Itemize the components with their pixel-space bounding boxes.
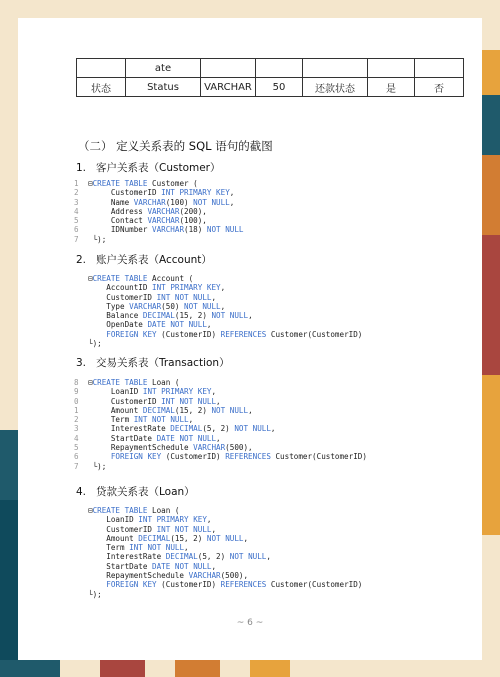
code-line — [74, 339, 362, 348]
code-text: LoanID INT PRIMARY KEY, — [88, 515, 212, 525]
table-cell: VARCHAR — [201, 78, 256, 97]
code-line — [74, 590, 362, 599]
code-line — [74, 452, 367, 461]
code-text: Amount DECIMAL(15, 2) NOT NULL, — [88, 533, 249, 543]
code-text: IDNumber VARCHAR(18) NOT NULL — [88, 225, 244, 235]
code-text: ⊟CREATE TABLE Account ( — [88, 274, 194, 283]
code-line — [74, 443, 367, 452]
code-line — [74, 179, 243, 188]
code-text: FOREIGN KEY (CustomerID) REFERENCES Customer(CustomerID) — [106, 580, 363, 590]
code-line — [74, 515, 362, 524]
table-cell — [256, 59, 303, 78]
code-line — [74, 415, 367, 424]
code-line — [74, 198, 243, 207]
code-line — [74, 543, 362, 552]
code-text: StartDate DATE NOT NULL, — [88, 561, 217, 571]
code-line — [74, 274, 362, 283]
line-number: 7 — [74, 234, 79, 244]
code-screenshot-account — [74, 274, 362, 348]
code-text: Term INT NOT NULL, — [88, 543, 189, 553]
item-heading-account — [76, 252, 212, 267]
line-number: 5 — [74, 443, 79, 453]
item-title: 账户关系表（Account） — [96, 254, 212, 266]
code-line — [74, 525, 362, 534]
code-line — [74, 283, 362, 292]
section-title: （二） 定义关系表的 SQL 语句的截图 — [78, 139, 273, 153]
code-line — [74, 424, 367, 433]
table-cell — [415, 59, 464, 78]
code-line — [74, 562, 362, 571]
code-text: CustomerID INT PRIMARY KEY, — [88, 188, 235, 198]
background-stripe-bottom — [0, 660, 500, 677]
code-text: FOREIGN KEY (CustomerID) REFERENCES Customer(CustomerID) — [106, 329, 363, 339]
code-text: ⊟CREATE TABLE Loan ( — [88, 378, 180, 387]
code-text: CustomerID INT NOT NULL, — [88, 396, 221, 406]
code-text: Name VARCHAR(100) NOT NULL, — [88, 197, 235, 207]
code-text: └); — [88, 461, 107, 471]
item-number: 4. — [76, 486, 87, 498]
code-line — [74, 397, 367, 406]
code-line — [74, 235, 243, 244]
table-cell — [368, 59, 415, 78]
line-number: 2 — [74, 415, 79, 425]
code-line — [74, 225, 243, 234]
field-definition-table — [76, 58, 464, 97]
code-text: Balance DECIMAL(15, 2) NOT NULL, — [88, 311, 253, 321]
item-heading-customer — [76, 160, 221, 175]
table-cell — [303, 59, 368, 78]
line-number: 9 — [74, 387, 79, 397]
table-cell — [77, 59, 126, 78]
line-number: 0 — [74, 396, 79, 406]
code-text: OpenDate DATE NOT NULL, — [88, 320, 212, 330]
code-line — [74, 216, 243, 225]
line-number: 6 — [74, 225, 79, 235]
code-text: RepaymentSchedule VARCHAR(500), — [88, 443, 253, 453]
code-line — [74, 207, 243, 216]
background-stripe-left-dark — [0, 500, 18, 677]
code-text: ⊟CREATE TABLE Customer ( — [88, 179, 198, 188]
table-cell: 还款状态 — [303, 78, 368, 97]
code-screenshot-transaction — [74, 378, 367, 471]
code-text: └); — [88, 589, 102, 599]
code-line — [74, 378, 367, 387]
code-text: Type VARCHAR(50) NOT NULL, — [88, 301, 226, 311]
line-number: 4 — [74, 433, 79, 443]
code-text: InterestRate DECIMAL(5, 2) NOT NULL, — [88, 552, 271, 562]
code-line — [74, 320, 362, 329]
code-text: AccountID INT PRIMARY KEY, — [88, 283, 226, 293]
line-number: 3 — [74, 197, 79, 207]
item-heading-loan — [76, 484, 195, 499]
code-screenshot-customer — [74, 179, 243, 244]
code-line — [74, 406, 367, 415]
line-number: 4 — [74, 206, 79, 216]
background-stripe-right — [482, 155, 500, 235]
code-text: CustomerID INT NOT NULL, — [88, 524, 217, 534]
code-screenshot-loan — [74, 506, 362, 599]
background-stripe-right — [482, 235, 500, 375]
line-number: 5 — [74, 216, 79, 226]
code-text: ⊟CREATE TABLE Loan ( — [88, 506, 180, 515]
code-text: Address VARCHAR(200), — [88, 206, 207, 216]
code-line — [74, 434, 367, 443]
item-number: 1. — [76, 162, 87, 174]
line-number: 1 — [74, 405, 79, 415]
line-number: 1 — [74, 179, 79, 188]
code-text: └); — [88, 339, 102, 349]
background-stripe-right — [482, 50, 500, 95]
line-number: 8 — [74, 378, 79, 387]
line-number: 2 — [74, 188, 79, 198]
code-line — [74, 188, 243, 197]
table-cell — [201, 59, 256, 78]
item-number: 2. — [76, 254, 87, 266]
table-cell: Status — [126, 78, 201, 97]
background-stripe-right — [482, 95, 500, 155]
code-line — [74, 552, 362, 561]
code-text: RepaymentSchedule VARCHAR(500), — [88, 571, 249, 581]
line-number: 3 — [74, 424, 79, 434]
item-heading-transaction — [76, 355, 230, 370]
code-line — [74, 506, 362, 515]
code-line — [74, 302, 362, 311]
table-cell: 50 — [256, 78, 303, 97]
table-cell: 是 — [368, 78, 415, 97]
table-row — [77, 59, 464, 78]
code-line — [74, 580, 362, 589]
code-line — [74, 293, 362, 302]
code-line — [74, 330, 362, 339]
code-text: LoanID INT PRIMARY KEY, — [88, 387, 217, 397]
code-text: StartDate DATE NOT NULL, — [88, 433, 221, 443]
item-title: 贷款关系表（Loan） — [96, 486, 195, 498]
code-text: InterestRate DECIMAL(5, 2) NOT NULL, — [88, 424, 276, 434]
background-stripe-right — [482, 375, 500, 535]
code-line — [74, 387, 367, 396]
item-title: 客户关系表（Customer） — [96, 162, 221, 174]
code-text: Contact VARCHAR(100), — [88, 216, 207, 226]
code-text: Amount DECIMAL(15, 2) NOT NULL, — [88, 405, 253, 415]
code-line — [74, 462, 367, 471]
item-number: 3. — [76, 357, 87, 369]
code-text: Term INT NOT NULL, — [88, 415, 194, 425]
code-text: FOREIGN KEY (CustomerID) REFERENCES Customer(CustomerID) — [110, 452, 367, 462]
document-page — [18, 18, 482, 660]
line-number: 7 — [74, 461, 79, 471]
code-text: └); — [88, 234, 107, 244]
table-cell: ate — [126, 59, 201, 78]
code-text: CustomerID INT NOT NULL, — [88, 292, 217, 302]
line-number: 6 — [74, 452, 79, 462]
page-number: ~ 6 ~ — [236, 618, 264, 628]
table-cell: 否 — [415, 78, 464, 97]
code-line — [74, 571, 362, 580]
table-row — [77, 78, 464, 97]
code-line — [74, 311, 362, 320]
code-line — [74, 534, 362, 543]
table-cell: 状态 — [77, 78, 126, 97]
item-title: 交易关系表（Transaction） — [96, 357, 230, 369]
